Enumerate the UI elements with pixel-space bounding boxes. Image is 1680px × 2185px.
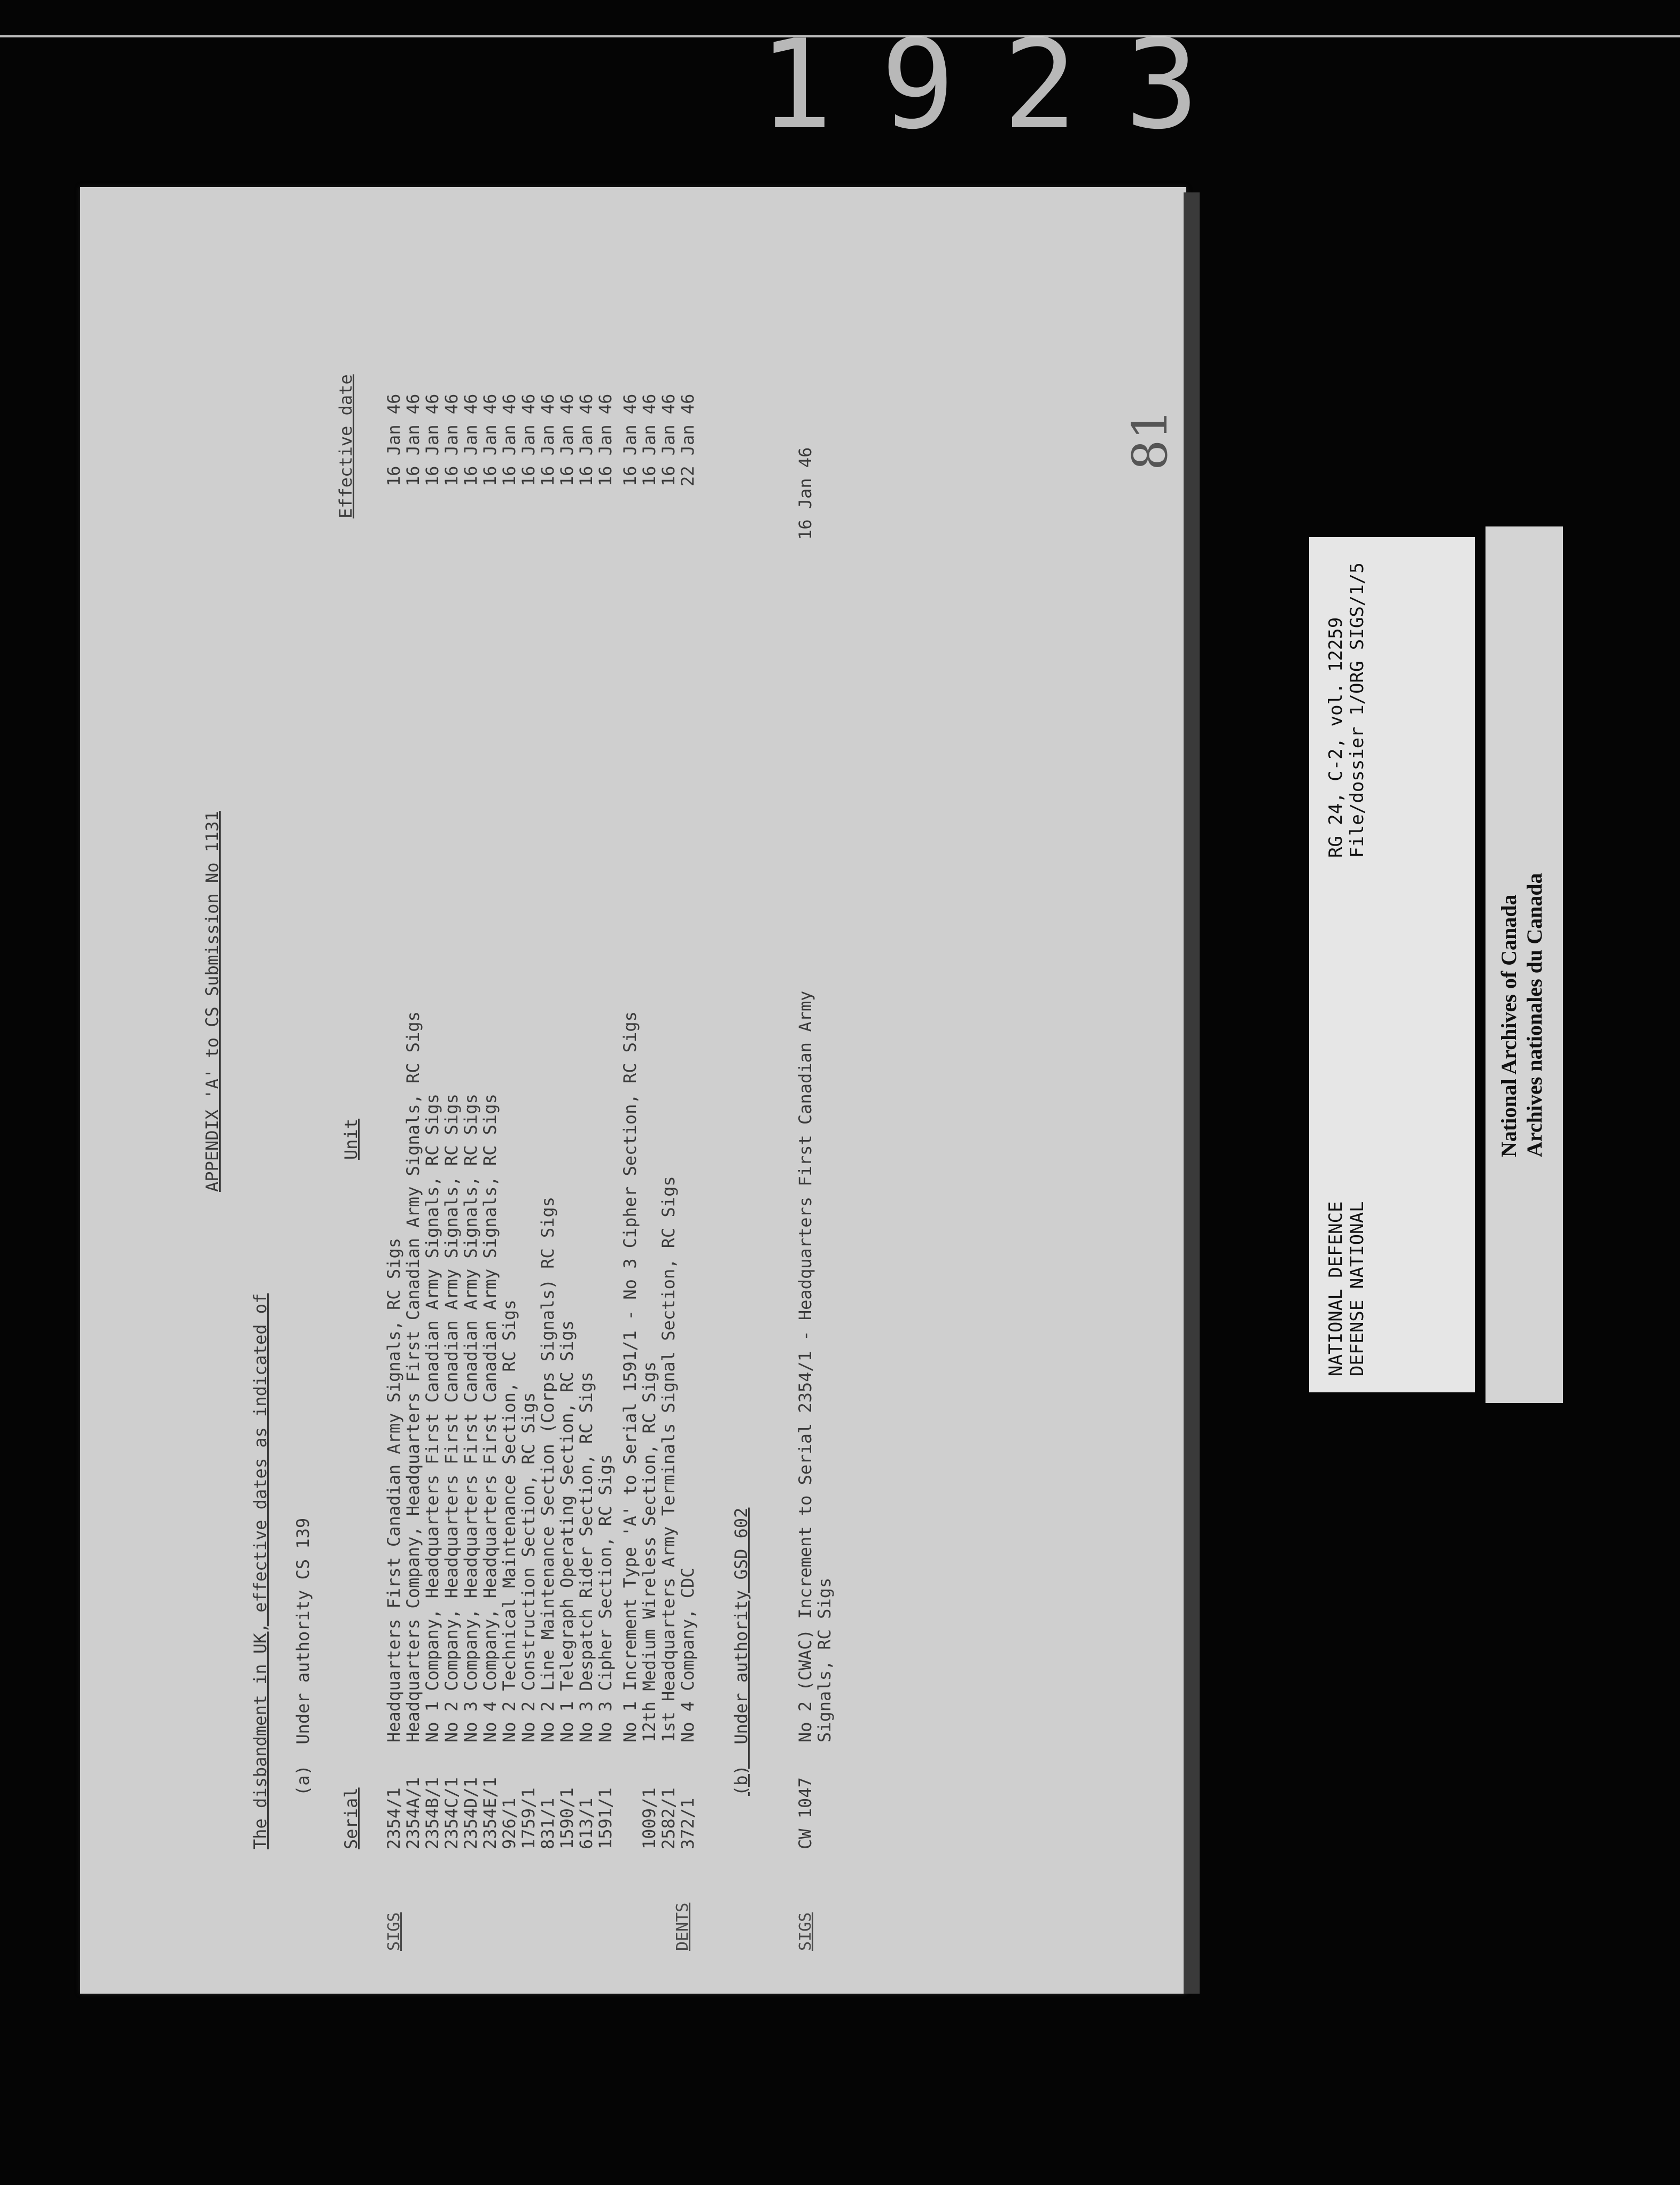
frame-number: 1923 (759, 14, 1247, 157)
row-serial: 1759/1 (518, 1787, 539, 1849)
row-serial: 2354C/1 (441, 1777, 462, 1849)
row-unit: No 3 Cipher Section, RC Sigs (595, 1454, 616, 1742)
row-unit: No 2 Line Maintenance Section (Corps Signals) RC Sigs (538, 1196, 558, 1742)
label-archives-text (1496, 873, 1547, 1157)
row-date: 16 Jan 46 (499, 393, 519, 486)
row-date: 16 Jan 46 (620, 393, 640, 486)
row-unit: Headquarters Company, Headquarters First Canadian Army Signals, RC Sigs (403, 1011, 423, 1742)
section-a-heading: (a) Under authority CS 139 (293, 1517, 313, 1796)
row-unit: No 3 Despatch Rider Section, RC Sigs (576, 1372, 596, 1742)
row-serial: 2582/1 (658, 1787, 679, 1849)
row-serial: 2354D/1 (461, 1777, 481, 1849)
section-b-heading: (b) Under authority GSD 602 (731, 1507, 751, 1796)
row-serial: 2354B/1 (422, 1777, 442, 1849)
col-serial-header: Serial (341, 1787, 361, 1849)
row-unit: No 2 Construction Section, RC Sigs (518, 1392, 539, 1742)
row-date: 16 Jan 46 (480, 393, 500, 486)
row-unit: 1st Headquarters Army Terminals Signal Section, RC Sigs (658, 1176, 679, 1742)
label-reference (1325, 562, 1368, 858)
document-content (80, 187, 1186, 1994)
handwritten-folio: 81 (1122, 409, 1178, 470)
row-date: 16 Jan 46 (639, 393, 659, 486)
dept-fr: DEFENSE NATIONAL (1347, 1201, 1368, 1376)
row-serial: 1590/1 (557, 1787, 577, 1849)
row-serial: 613/1 (576, 1797, 596, 1849)
row-serial: 1009/1 (639, 1787, 659, 1849)
section-b-unit-line2: Signals, RC Sigs (814, 1577, 835, 1742)
row-date: 16 Jan 46 (403, 393, 423, 486)
row-date: 16 Jan 46 (422, 393, 442, 486)
row-date: 16 Jan 46 (518, 393, 539, 486)
row-serial: 2354E/1 (480, 1777, 500, 1849)
archives-canada-label (1485, 526, 1563, 1403)
row-date: 16 Jan 46 (384, 393, 404, 486)
document-sheet (80, 187, 1186, 1994)
row-unit: 12th Medium Wireless Section, RC Sigs (639, 1361, 659, 1742)
dept-en: NATIONAL DEFENCE (1325, 1201, 1347, 1376)
row-unit: No 4 Company, CDC (678, 1567, 698, 1742)
archive-reference-label (1309, 537, 1475, 1392)
row-unit: No 3 Company, Headquarters First Canadian Army Signals, RC Sigs (461, 1094, 481, 1742)
row-serial: 926/1 (499, 1797, 519, 1849)
label-department (1325, 1201, 1368, 1376)
row-unit: No 4 Company, Headquarters First Canadian Army Signals, RC Sigs (480, 1094, 500, 1742)
row-serial: 831/1 (538, 1797, 558, 1849)
appendix-title: APPENDIX 'A' to CS Submission No 1131 (202, 811, 222, 1192)
col-date-header: Effective date (336, 374, 356, 518)
section-b-serial: CW 1047 (795, 1777, 815, 1849)
margin-dents: DENTS (673, 1902, 692, 1951)
row-unit: Headquarters First Canadian Army Signals, RC Sigs (384, 1237, 404, 1742)
row-unit: No 2 Technical Maintenance Section, RC Sigs (499, 1299, 519, 1742)
margin-sigs-b: SIGS (796, 1912, 815, 1951)
row-date: 22 Jan 46 (678, 393, 698, 486)
margin-sigs-a: SIGS (385, 1912, 403, 1951)
row-unit: No 1 Telegraph Operating Section, RC Sigs (557, 1320, 577, 1742)
row-date: 16 Jan 46 (595, 393, 616, 486)
section-b-unit-line1: No 2 (CWAC) Increment to Serial 2354/1 - Headquarters First Canadian Army (795, 990, 815, 1742)
row-unit: No 1 Increment Type 'A' to Serial 1591/1 - No 3 Cipher Section, RC Sigs (620, 1011, 640, 1742)
col-unit-header: Unit (341, 1118, 361, 1160)
ref-line1: RG 24, C-2, vol. 12259 (1325, 617, 1347, 858)
row-date: 16 Jan 46 (441, 393, 462, 486)
section-b-date: 16 Jan 46 (795, 447, 815, 540)
row-unit: No 1 Company, Headquarters First Canadian Army Signals, RC Sigs (422, 1094, 442, 1742)
row-serial: 1591/1 (595, 1787, 616, 1849)
archives-en: National Archives of Canada (1497, 894, 1521, 1157)
sheet-edge-shadow (1184, 192, 1200, 1994)
row-date: 16 Jan 46 (557, 393, 577, 486)
row-serial: 372/1 (678, 1797, 698, 1849)
row-date: 16 Jan 46 (658, 393, 679, 486)
row-date: 16 Jan 46 (576, 393, 596, 486)
row-date: 16 Jan 46 (461, 393, 481, 486)
ref-line2: File/dossier 1/ORG SIGS/1/5 (1347, 562, 1368, 858)
row-serial: 2354A/1 (403, 1777, 423, 1849)
row-date: 16 Jan 46 (538, 393, 558, 486)
intro-text: The disbandment in UK, effective dates as indicated of (250, 1293, 270, 1849)
archives-fr: Archives nationales du Canada (1522, 873, 1546, 1157)
row-serial: 2354/1 (384, 1787, 404, 1849)
row-unit: No 2 Company, Headquarters First Canadian Army Signals, RC Sigs (441, 1094, 462, 1742)
